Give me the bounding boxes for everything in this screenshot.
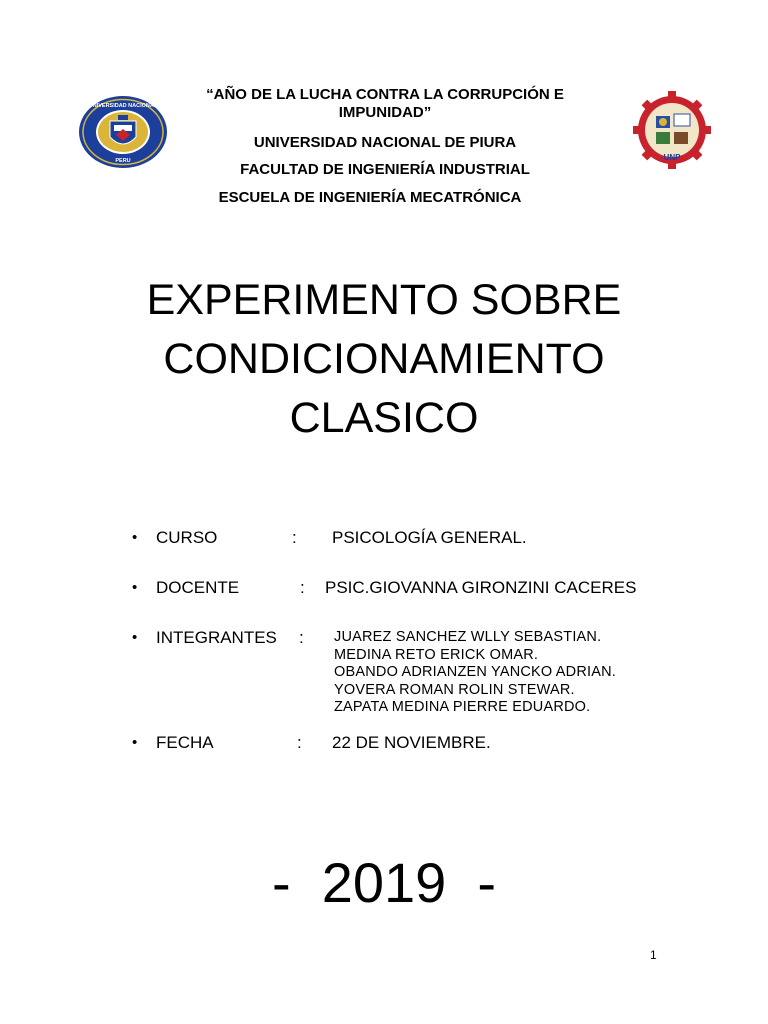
motto-line-1: “AÑO DE LA LUCHA CONTRA LA CORRUPCIÓN E <box>206 86 564 103</box>
title-line-2: CONDICIONAMIENTO <box>163 335 605 383</box>
member-item: ZAPATA MEDINA PIERRE EDUARDO. <box>334 699 591 715</box>
bullet-icon: • <box>132 529 138 546</box>
member-item: OBANDO ADRIANZEN YANCKO ADRIAN. <box>334 664 617 680</box>
university-name: UNIVERSIDAD NACIONAL DE PIURA <box>253 134 517 151</box>
fecha-label: FECHA <box>156 733 214 752</box>
right-logo-text: UNP <box>663 153 681 162</box>
member-item: JUAREZ SANCHEZ WLLY SEBASTIAN. <box>334 629 602 645</box>
fecha-separator: : <box>297 733 302 752</box>
svg-text:UNIVERSIDAD NACIONAL: UNIVERSIDAD NACIONAL <box>88 103 158 109</box>
curso-separator: : <box>292 528 297 547</box>
faculty-name: FACULTAD DE INGENIERÍA INDUSTRIAL <box>240 161 530 178</box>
fecha-value: 22 DE NOVIEMBRE. <box>332 733 491 752</box>
university-seal-logo <box>78 95 168 169</box>
member-item: YOVERA ROMAN ROLIN STEWAR. <box>334 681 575 698</box>
docente-label: DOCENTE <box>156 578 240 597</box>
integrantes-separator: : <box>299 628 304 647</box>
page-number: 1 <box>650 948 657 962</box>
title-line-1: EXPERIMENTO SOBRE <box>146 276 622 324</box>
motto-line-2: IMPUNIDAD” <box>338 104 432 121</box>
docente-separator: : <box>300 578 305 597</box>
bullet-icon: • <box>132 734 138 751</box>
document-title <box>0 273 768 446</box>
svg-text:PERU: PERU <box>115 158 131 164</box>
bullet-icon: • <box>132 629 138 646</box>
member-item: MEDINA RETO ERICK OMAR. <box>334 646 539 663</box>
curso-value: PSICOLOGÍA GENERAL. <box>332 528 527 547</box>
school-name: ESCUELA DE INGENIERÍA MECATRÓNICA <box>218 189 522 206</box>
integrantes-label: INTEGRANTES <box>156 628 277 647</box>
year: - 2019 - <box>271 851 497 914</box>
engineering-faculty-logo <box>632 90 712 170</box>
title-line-3: CLASICO <box>289 394 479 442</box>
curso-label: CURSO <box>156 528 218 547</box>
members-list <box>334 629 616 717</box>
docente-value: PSIC.GIOVANNA GIRONZINI CACERES <box>325 578 637 597</box>
bullet-icon: • <box>132 579 138 596</box>
